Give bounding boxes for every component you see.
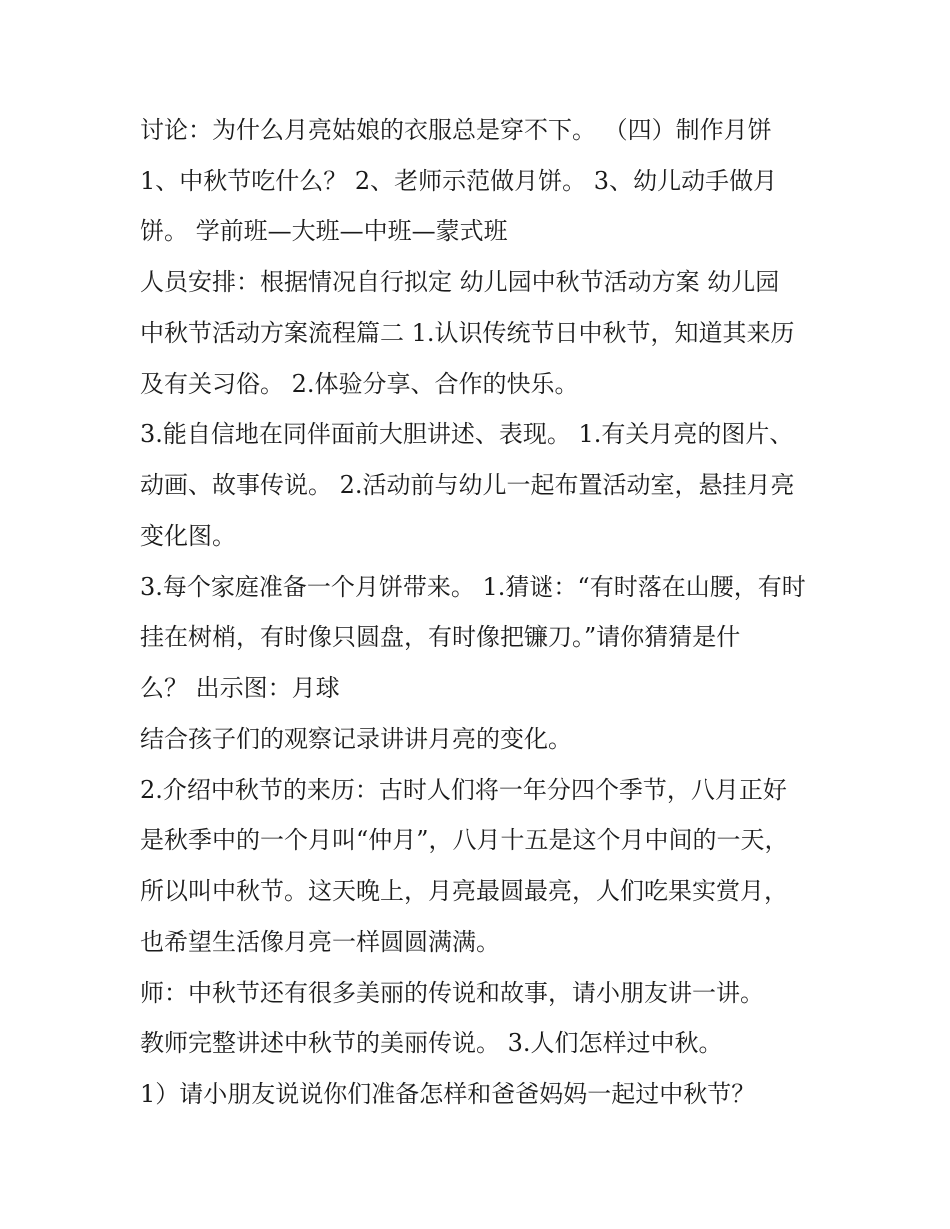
text-line: 师：中秋节还有很多美丽的传说和故事，请小朋友讲一讲。 [140,979,764,1007]
text-line: 3.每个家庭准备一个月饼带来。 1.猜谜：“有时落在山腰，有时 [140,573,806,601]
text-line: 教师完整讲述中秋节的美丽传说。 3.人们怎样过中秋。 [140,1029,723,1057]
text-line: 是秋季中的一个月叫“仲月”，八月十五是这个月中间的一天， [140,826,789,854]
text-line: 及有关习俗。 2.体验分享、合作的快乐。 [140,370,579,398]
text-line: 结合孩子们的观察记录讲讲月亮的变化。 [140,725,572,753]
text-line: 么？ 出示图：月球 [140,674,340,702]
text-line: 2.介绍中秋节的来历：古时人们将一年分四个季节，八月正好 [140,776,787,804]
text-line: 挂在树梢，有时像只圆盘，有时像把镰刀。”请你猜猜是什 [140,623,741,651]
text-line: 也希望生活像月亮一样圆圆满满。 [140,928,500,956]
text-line: 1）请小朋友说说你们准备怎样和爸爸妈妈一起过中秋节？ [140,1080,756,1108]
text-line: 1、中秋节吃什么？ 2、老师示范做月饼。 3、幼儿动手做月 [140,167,778,195]
text-line: 人员安排：根据情况自行拟定 幼儿园中秋节活动方案 幼儿园 [140,268,780,296]
text-line: 3.能自信地在同伴面前大胆讲述、表现。 1.有关月亮的图片、 [140,420,794,448]
text-line: 动画、故事传说。 2.活动前与幼儿一起布置活动室，悬挂月亮 [140,471,795,499]
text-line: 饼。 学前班—大班—中班—蒙式班 [140,217,508,245]
text-line: 中秋节活动方案流程篇二 1.认识传统节日中秋节，知道其来历 [140,319,795,347]
text-line: 讨论：为什么月亮姑娘的衣服总是穿不下。 （四）制作月饼 [140,116,772,144]
text-line: 所以叫中秋节。这天晚上，月亮最圆最亮，人们吃果实赏月， [140,877,788,905]
text-line: 变化图。 [140,522,236,550]
